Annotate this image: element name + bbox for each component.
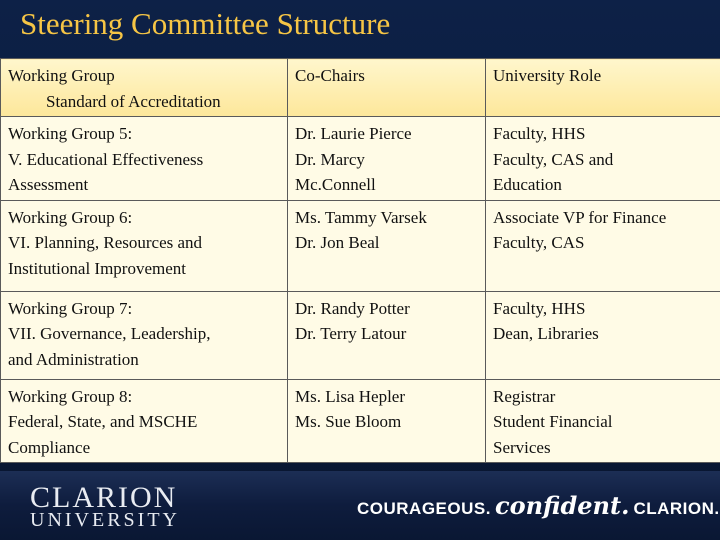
co-chairs-cell [288,291,486,379]
working-group-cell [1,117,288,201]
university-role-cell [486,117,720,201]
table-header-row [1,59,720,117]
cell-line: Education [493,175,562,194]
cell-line: Dr. Terry Latour [295,324,407,343]
footer-banner [0,471,720,540]
cell-line: VII. Governance, Leadership, [8,324,211,343]
header-standard-label: Standard of Accreditation [46,91,221,111]
cell-line: and Administration [8,349,139,369]
cell-line: Dr. Laurie Pierce [295,124,412,143]
cell-line: Federal, State, and MSCHE [8,412,198,431]
working-group-cell [1,379,288,463]
cell-line: Ms. Lisa Hepler [295,386,406,406]
cell-line: Faculty, CAS [493,233,585,252]
cell-line: Dr. Randy Potter [295,298,410,318]
slide-title: Steering Committee Structure [20,6,391,41]
cell-line: Dr. Jon Beal [295,233,380,252]
header-university-role: University Role [486,59,720,117]
cell-line: V. Educational Effectiveness [8,149,204,169]
header-co-chairs: Co-Chairs [288,59,486,117]
table-row [1,379,720,463]
cell-line: Working Group 8: [8,386,133,406]
header-working-group-label: Working Group [8,66,115,85]
cell-line: Faculty, HHS [493,124,586,143]
cell-line: Working Group 5: [8,124,133,143]
cell-line: Services [493,437,551,457]
cell-line: Dr. Marcy [295,149,365,169]
cell-line: Compliance [8,437,91,457]
working-group-cell [1,291,288,379]
cell-line: Dean, Libraries [493,324,599,343]
table-row [1,200,720,291]
tagline-clarion: CLARION. [633,499,720,518]
header-working-group [1,59,288,117]
university-role-cell [486,291,720,379]
committee-table [0,58,720,463]
cell-line: Associate VP for Finance [493,207,667,227]
cell-line: Institutional Improvement [8,258,186,278]
tagline-confident: confident. [494,491,630,520]
university-role-cell [486,200,720,291]
cell-line: Ms. Tammy Varsek [295,207,427,227]
cell-line: Faculty, CAS and [493,149,614,169]
university-role-cell [486,379,720,463]
cell-line: Student Financial [493,412,613,431]
cell-line: Registrar [493,386,556,406]
cell-line: Mc.Connell [295,175,376,194]
co-chairs-cell [288,117,486,201]
table-row [1,291,720,379]
clarion-logo-subtitle: UNIVERSITY [30,509,180,531]
table-row [1,117,720,201]
cell-line: VI. Planning, Resources and [8,233,203,252]
clarion-logo-wordmark: CLARION [30,481,178,514]
tagline-courageous: COURAGEOUS. [357,499,491,518]
cell-line: Working Group 6: [8,207,133,227]
cell-line: Working Group 7: [8,298,133,318]
co-chairs-cell [288,379,486,463]
tagline [357,491,720,520]
working-group-cell [1,200,288,291]
cell-line: Assessment [8,175,89,194]
cell-line: Ms. Sue Bloom [295,412,402,431]
co-chairs-cell [288,200,486,291]
cell-line: Faculty, HHS [493,298,586,318]
